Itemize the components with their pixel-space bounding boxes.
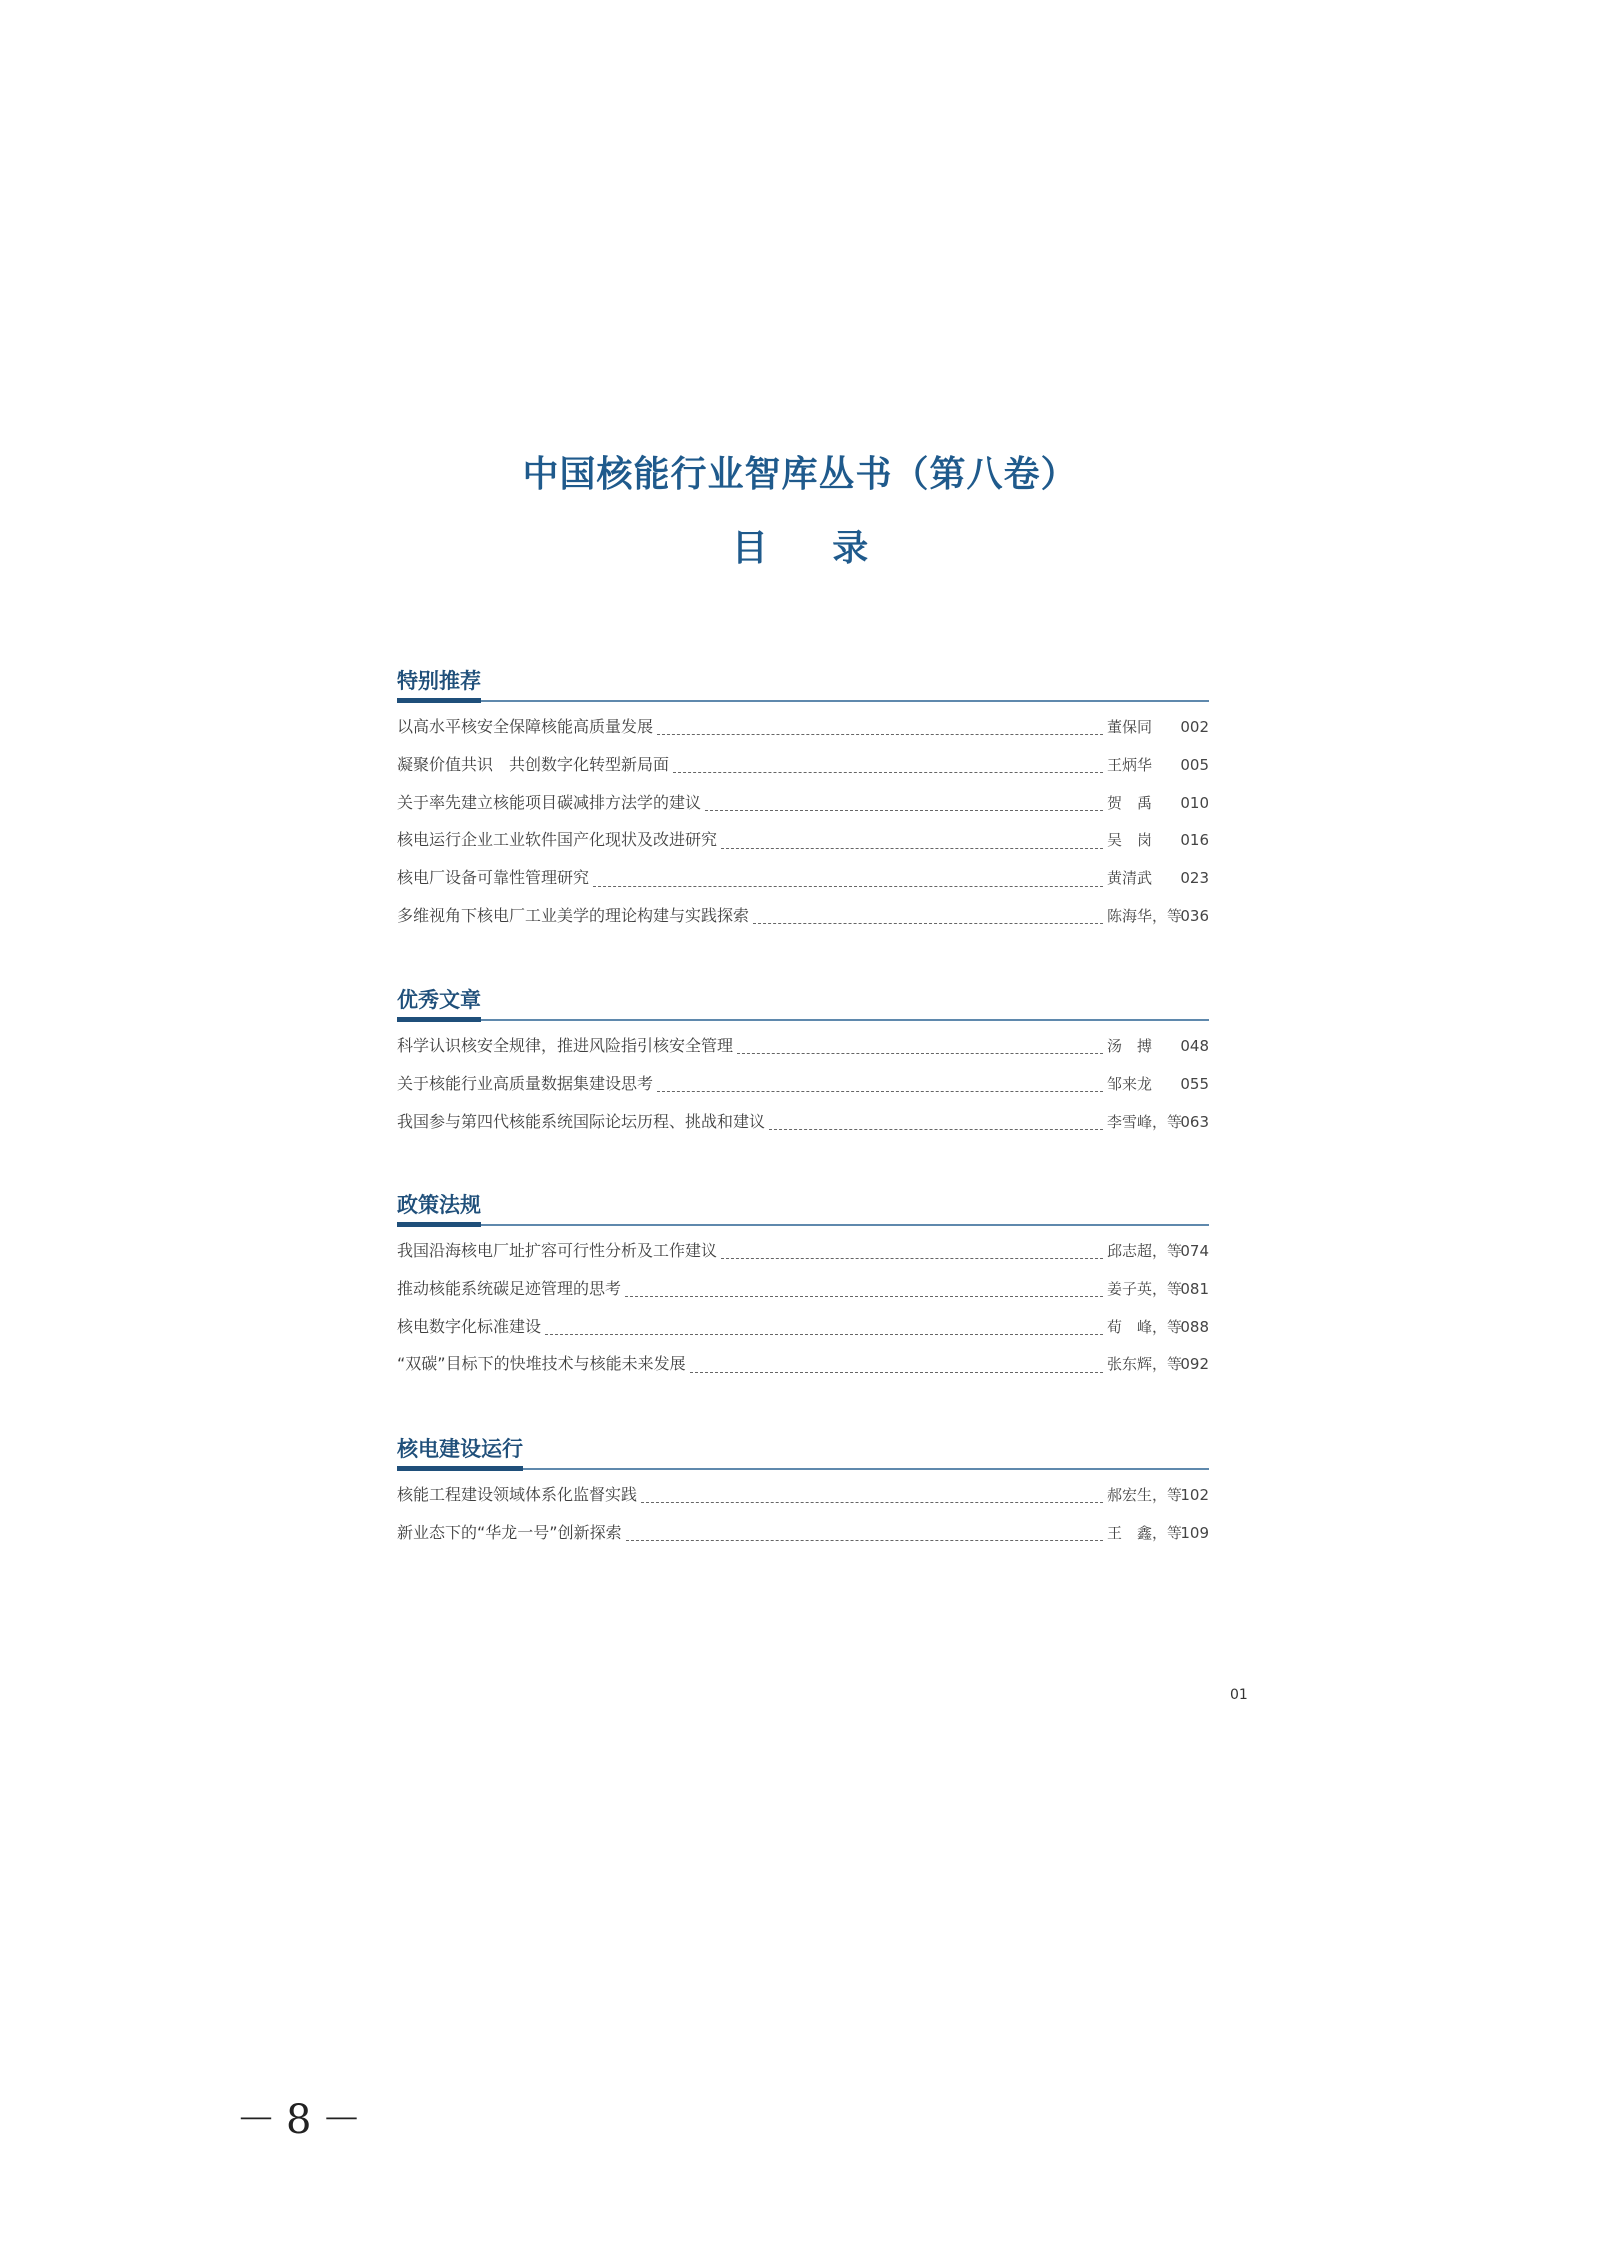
entry-author: 董保同 bbox=[1107, 718, 1153, 736]
entry-title: 推动核能系统碳足迹管理的思考 bbox=[397, 1278, 622, 1298]
toc-entry[interactable] bbox=[397, 790, 1209, 828]
entry-page: 036 bbox=[1180, 906, 1209, 925]
toc-entry[interactable] bbox=[397, 1314, 1209, 1352]
entry-author: 郝宏生，等 bbox=[1107, 1486, 1183, 1504]
entry-author: 王 鑫，等 bbox=[1107, 1523, 1183, 1542]
section-header bbox=[397, 985, 1209, 1021]
toc-entry[interactable] bbox=[397, 865, 1209, 903]
leader-dots bbox=[737, 1053, 1103, 1054]
entry-author: 姜子英，等 bbox=[1107, 1279, 1183, 1298]
toc-entry[interactable] bbox=[397, 1276, 1209, 1314]
toc-entry[interactable] bbox=[397, 903, 1209, 941]
entry-author: 邱志超，等 bbox=[1107, 1242, 1183, 1260]
leader-dots bbox=[545, 1334, 1103, 1335]
leader-dots bbox=[673, 772, 1103, 773]
leader-dots bbox=[641, 1502, 1103, 1503]
entry-title: 以高水平核安全保障核能高质量发展 bbox=[397, 717, 654, 736]
entry-page: 102 bbox=[1180, 1486, 1209, 1504]
section-title: 政策法规 bbox=[397, 1189, 481, 1227]
toc-entry[interactable] bbox=[397, 1520, 1209, 1558]
leader-dots bbox=[593, 886, 1103, 887]
entry-title: 关于核能行业高质量数据集建设思考 bbox=[397, 1073, 654, 1093]
section-policy-regulations bbox=[397, 1190, 1209, 1389]
leader-dots bbox=[657, 1091, 1103, 1092]
leader-dots bbox=[721, 1258, 1103, 1259]
entry-title: 我国参与第四代核能系统国际论坛历程、挑战和建议 bbox=[397, 1111, 766, 1131]
section-title: 特别推荐 bbox=[397, 665, 481, 703]
page-number: －8－ bbox=[236, 2097, 372, 2143]
entry-author: 黄清武 bbox=[1107, 869, 1153, 888]
entry-author: 荀 峰，等 bbox=[1107, 1317, 1183, 1336]
leader-dots bbox=[626, 1540, 1103, 1541]
entry-author: 邹来龙 bbox=[1107, 1074, 1153, 1093]
entry-author: 陈海华，等 bbox=[1107, 906, 1183, 925]
toc-title: 中国核能行业智库丛书（第八卷） bbox=[522, 454, 1078, 495]
section-special-recommendation bbox=[397, 666, 1209, 941]
section-header bbox=[397, 1434, 1209, 1470]
section-header bbox=[397, 666, 1209, 702]
toc-entry[interactable] bbox=[397, 752, 1209, 790]
leader-dots bbox=[753, 923, 1103, 924]
entry-page: 023 bbox=[1180, 869, 1209, 888]
entry-title: “双碳”目标下的快堆技术与核能未来发展 bbox=[397, 1354, 686, 1374]
entry-author: 汤 搏 bbox=[1107, 1037, 1153, 1055]
entry-page: 109 bbox=[1180, 1523, 1209, 1542]
leader-dots bbox=[625, 1296, 1103, 1297]
entry-title: 核电运行企业工业软件国产化现状及改进研究 bbox=[397, 830, 718, 850]
section-title: 核电建设运行 bbox=[397, 1433, 523, 1471]
entry-title: 核电数字化标准建设 bbox=[397, 1316, 542, 1336]
entry-title: 科学认识核安全规律，推进风险指引核安全管理 bbox=[397, 1036, 734, 1055]
entry-page: 005 bbox=[1180, 755, 1209, 774]
entry-page: 074 bbox=[1180, 1242, 1209, 1260]
entry-page: 088 bbox=[1180, 1317, 1209, 1336]
entry-page: 010 bbox=[1180, 793, 1209, 812]
entry-page: 055 bbox=[1180, 1074, 1209, 1093]
entry-title: 多维视角下核电厂工业美学的理论构建与实践探索 bbox=[397, 905, 750, 925]
entry-title: 关于率先建立核能项目碳减排方法学的建议 bbox=[397, 792, 702, 812]
toc-entry[interactable] bbox=[397, 1033, 1209, 1071]
entry-author: 张东辉，等 bbox=[1107, 1355, 1183, 1374]
entry-title: 凝聚价值共识 共创数字化转型新局面 bbox=[397, 754, 670, 774]
toc-subtitle: 目 录 bbox=[731, 528, 895, 569]
toc-entry[interactable] bbox=[397, 1071, 1209, 1109]
section-header bbox=[397, 1190, 1209, 1226]
toc-entry[interactable] bbox=[397, 1238, 1209, 1276]
leader-dots bbox=[705, 810, 1103, 811]
entry-page: 002 bbox=[1180, 718, 1209, 736]
entry-author: 李雪峰，等 bbox=[1107, 1112, 1183, 1131]
entry-page: 063 bbox=[1180, 1112, 1209, 1131]
entry-page: 016 bbox=[1180, 831, 1209, 850]
leader-dots bbox=[657, 734, 1103, 735]
entry-page: 081 bbox=[1180, 1279, 1209, 1298]
toc-entry[interactable] bbox=[397, 714, 1209, 752]
section-title: 优秀文章 bbox=[397, 984, 481, 1022]
entry-page: 092 bbox=[1180, 1355, 1209, 1374]
leader-dots bbox=[721, 848, 1103, 849]
entry-title: 新业态下的“华龙一号”创新探索 bbox=[397, 1522, 622, 1542]
toc-entry[interactable] bbox=[397, 1109, 1209, 1147]
entry-title: 我国沿海核电厂址扩容可行性分析及工作建议 bbox=[397, 1241, 718, 1260]
toc-entry[interactable] bbox=[397, 827, 1209, 865]
entry-author: 王炳华 bbox=[1107, 755, 1153, 774]
leader-dots bbox=[690, 1372, 1103, 1373]
toc-entry[interactable] bbox=[397, 1482, 1209, 1520]
entry-author: 吴 岗 bbox=[1107, 831, 1153, 850]
entry-title: 核能工程建设领域体系化监督实践 bbox=[397, 1485, 638, 1504]
entry-author: 贺 禹 bbox=[1107, 793, 1153, 812]
leader-dots bbox=[769, 1129, 1103, 1130]
section-nuclear-construction-operation bbox=[397, 1434, 1209, 1558]
toc-entry[interactable] bbox=[397, 1351, 1209, 1389]
section-excellent-articles bbox=[397, 985, 1209, 1146]
entry-title: 核电厂设备可靠性管理研究 bbox=[397, 868, 590, 888]
entry-page: 048 bbox=[1180, 1037, 1209, 1055]
folio: 01 bbox=[1230, 1687, 1248, 1703]
